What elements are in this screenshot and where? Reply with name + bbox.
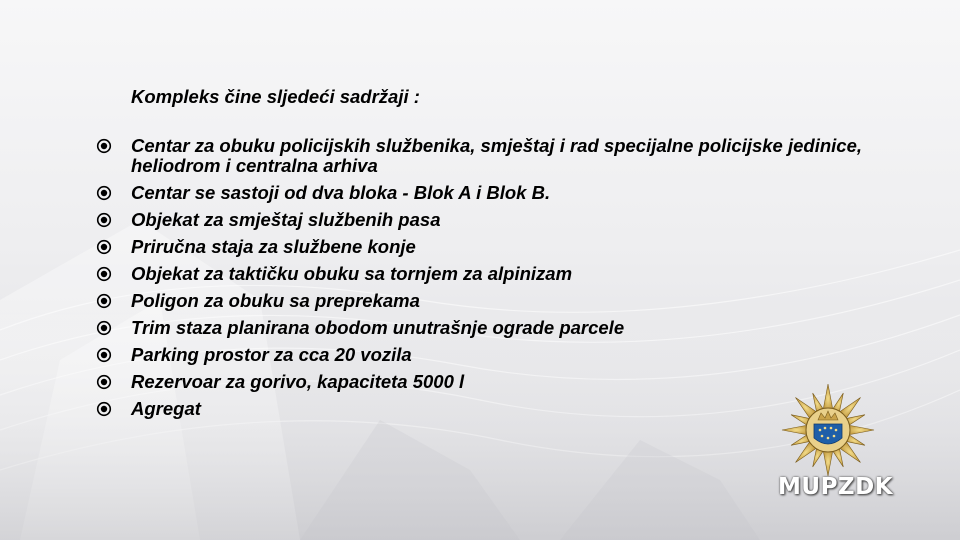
list-item (96, 210, 916, 230)
radio-dot-icon (96, 374, 112, 390)
radio-dot-icon (96, 239, 112, 255)
list-item-text: Agregat (131, 398, 201, 419)
list-item (96, 291, 916, 311)
slide-heading: Kompleks čine sljedeći sadržaji : (131, 86, 420, 107)
list-item (96, 237, 916, 257)
list-item (96, 183, 916, 203)
radio-dot-icon (96, 138, 112, 154)
list-item-text: Centar se sastoji od dva bloka - Blok A i Blok B. (131, 182, 551, 203)
radio-dot-icon (96, 185, 112, 201)
radio-dot-icon (96, 266, 112, 282)
list-item-text: Parking prostor za cca 20 vozila (131, 344, 412, 365)
list-item (96, 345, 916, 365)
list-item-text: Objekat za taktičku obuku sa tornjem za alpinizam (131, 263, 573, 284)
list-item (96, 318, 916, 338)
list-item-text: Centar za obuku policijskih službenika, smještaj i rad specijalne policijske jedinice, heliodrom i centralna arhiva (131, 135, 863, 176)
radio-dot-icon (96, 347, 112, 363)
list-item-text: Rezervoar za gorivo, kapaciteta 5000 l (131, 371, 465, 392)
logo-text: MUPZDK (778, 474, 894, 500)
list-item (96, 136, 916, 176)
radio-dot-icon (96, 401, 112, 417)
list-item-text: Priručna staja za službene konje (131, 236, 416, 257)
list-item-text: Poligon za obuku sa preprekama (131, 290, 420, 311)
list-item (96, 264, 916, 284)
radio-dot-icon (96, 293, 112, 309)
list-item-text: Objekat za smještaj službenih pasa (131, 209, 441, 230)
list-item-text: Trim staza planirana obodom unutrašnje ograde parcele (131, 317, 625, 338)
radio-dot-icon (96, 212, 112, 228)
radio-dot-icon (96, 320, 112, 336)
